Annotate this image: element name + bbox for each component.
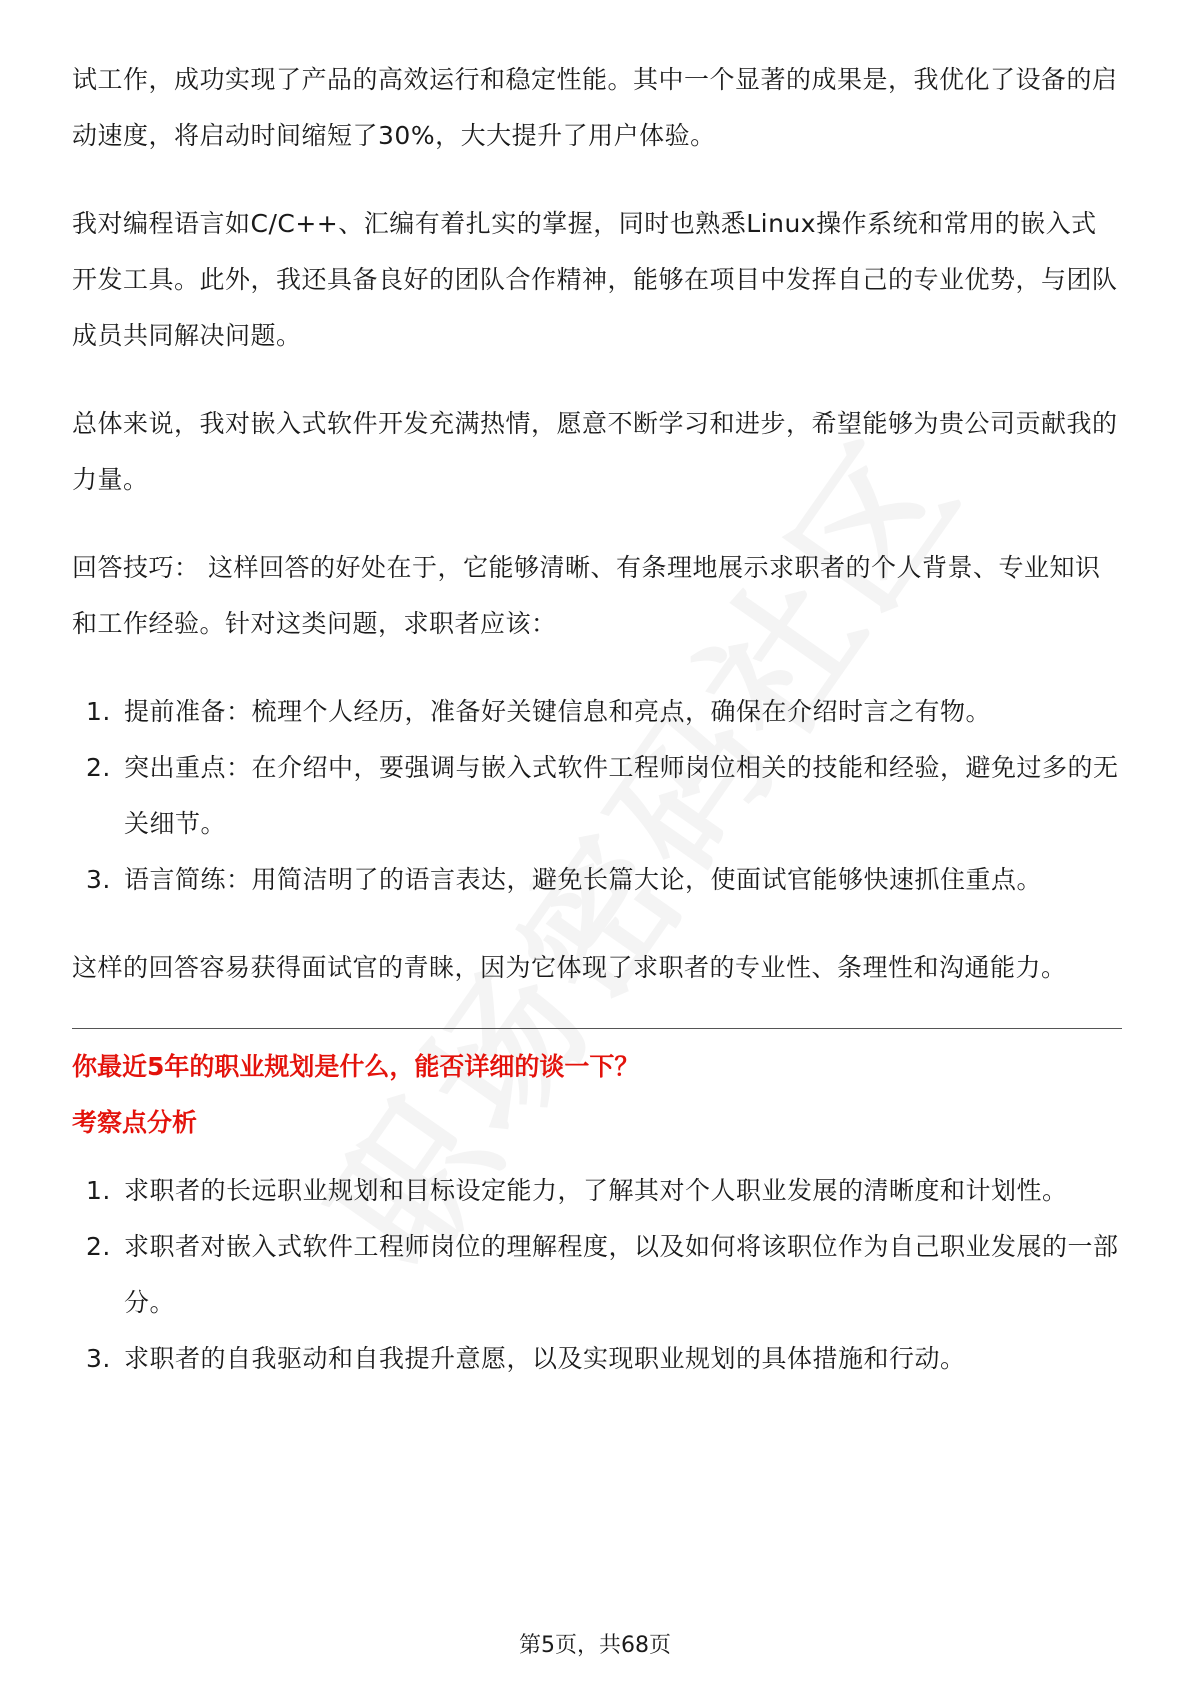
question-heading: 你最近5年的职业规划是什么，能否详细的谈一下？	[72, 1052, 640, 1081]
tips-list	[72, 684, 1122, 908]
analysis-list	[72, 1163, 1122, 1387]
list-number: 2.	[86, 1232, 111, 1261]
list-item-text: 突出重点：在介绍中，要强调与嵌入式软件工程师岗位相关的技能和经验，避免过多的无关细节。	[124, 753, 1119, 838]
list-item	[72, 740, 1122, 852]
list-number: 3.	[86, 865, 111, 894]
list-item-text: 求职者对嵌入式软件工程师岗位的理解程度，以及如何将该职位作为自己职业发展的一部分。	[124, 1232, 1119, 1317]
page-footer: 第5页，共68页	[519, 1633, 671, 1658]
paragraph-answer-tips: 回答技巧： 这样回答的好处在于，它能够清晰、有条理地展示求职者的个人背景、专业知识和工作经验。针对这类问题，求职者应该：	[72, 553, 1101, 638]
document-page	[72, 52, 1122, 1419]
list-item	[72, 852, 1122, 908]
list-item	[72, 1163, 1122, 1219]
list-item	[72, 684, 1122, 740]
list-item	[72, 1219, 1122, 1331]
paragraph-summary: 总体来说，我对嵌入式软件开发充满热情，愿意不断学习和进步，希望能够为贵公司贡献我的力量。	[72, 409, 1118, 494]
list-number: 2.	[86, 753, 111, 782]
list-item-text: 提前准备：梳理个人经历，准备好关键信息和亮点，确保在介绍时言之有物。	[124, 697, 992, 726]
paragraph-skills: 我对编程语言如C/C++、汇编有着扎实的掌握，同时也熟悉Linux操作系统和常用的嵌入式开发工具。此外，我还具备良好的团队合作精神，能够在项目中发挥自己的专业优势，与团队成员共同解决问题。	[72, 209, 1118, 350]
list-number: 1.	[86, 697, 111, 726]
list-item-text: 求职者的长远职业规划和目标设定能力，了解其对个人职业发展的清晰度和计划性。	[124, 1176, 1068, 1205]
list-item-text: 求职者的自我驱动和自我提升意愿，以及实现职业规划的具体措施和行动。	[124, 1344, 966, 1373]
analysis-heading: 考察点分析	[72, 1108, 198, 1137]
list-item-text: 语言简练：用简洁明了的语言表达，避免长篇大论，使面试官能够快速抓住重点。	[124, 865, 1043, 894]
list-item	[72, 1331, 1122, 1387]
section-divider	[72, 1028, 1122, 1029]
paragraph-intro-result: 试工作，成功实现了产品的高效运行和稳定性能。其中一个显著的成果是，我优化了设备的启动速度，将启动时间缩短了30%，大大提升了用户体验。	[72, 65, 1118, 150]
paragraph-closing: 这样的回答容易获得面试官的青睐，因为它体现了求职者的专业性、条理性和沟通能力。	[72, 953, 1067, 982]
list-number: 1.	[86, 1176, 111, 1205]
list-number: 3.	[86, 1344, 111, 1373]
